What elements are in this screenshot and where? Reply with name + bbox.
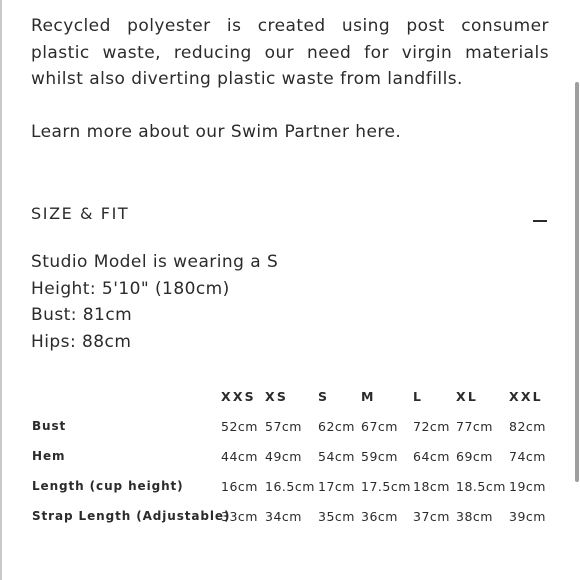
model-hips-line: Hips: 88cm	[31, 331, 132, 352]
size-header-s: S	[318, 389, 330, 404]
table-cell: 59cm	[361, 449, 398, 464]
size-header-l: L	[413, 389, 424, 404]
table-cell: 54cm	[318, 449, 355, 464]
size-header-xxl: XXL	[509, 389, 543, 404]
row-label-length: Length (cup height)	[32, 479, 184, 493]
model-size-line: Studio Model is wearing a S	[31, 252, 279, 272]
table-cell: 34cm	[265, 509, 302, 524]
table-cell: 44cm	[221, 449, 258, 464]
model-bust-line: Bust: 81cm	[31, 305, 133, 325]
row-label-bust: Bust	[32, 419, 67, 433]
table-cell: 39cm	[509, 509, 546, 524]
table-cell: 74cm	[509, 449, 546, 464]
table-cell: 38cm	[456, 509, 493, 524]
table-cell: 62cm	[318, 419, 355, 434]
table-cell: 35cm	[318, 509, 355, 524]
table-cell: 77cm	[456, 419, 493, 434]
row-label-hem: Hem	[32, 449, 66, 463]
table-cell: 16.5cm	[265, 479, 315, 494]
table-cell: 18cm	[413, 479, 450, 494]
table-cell: 37cm	[413, 509, 450, 524]
learn-more-swim-partner-link[interactable]: Learn more about our Swim Partner here.	[31, 122, 402, 142]
size-header-xxs: XXS	[221, 389, 256, 404]
size-header-xs: XS	[265, 389, 289, 404]
table-cell: 19cm	[509, 479, 546, 494]
recycled-polyester-description: Recycled polyester is created using post consumer plastic waste, reducing our need for virgin materials whilst also diverting plastic waste from landfills.	[31, 16, 549, 89]
size-header-xl: XL	[456, 389, 479, 404]
table-cell: 17.5cm	[361, 479, 411, 494]
table-cell: 16cm	[221, 479, 258, 494]
table-cell: 69cm	[456, 449, 493, 464]
table-cell: 57cm	[265, 419, 302, 434]
table-cell: 33cm	[221, 509, 258, 524]
table-cell: 49cm	[265, 449, 302, 464]
vertical-scrollbar[interactable]	[575, 82, 579, 482]
table-cell: 18.5cm	[456, 479, 506, 494]
size-fit-heading[interactable]: SIZE & FIT	[31, 204, 130, 223]
table-cell: 82cm	[509, 419, 546, 434]
row-label-strap-length: Strap Length (Adjustable)	[32, 509, 231, 523]
table-cell: 67cm	[361, 419, 398, 434]
table-cell: 64cm	[413, 449, 450, 464]
model-height-line: Height: 5'10" (180cm)	[31, 278, 230, 299]
table-cell: 52cm	[221, 419, 258, 434]
table-cell: 17cm	[318, 479, 355, 494]
table-cell: 72cm	[413, 419, 450, 434]
table-cell: 36cm	[361, 509, 398, 524]
size-header-m: M	[361, 389, 376, 404]
